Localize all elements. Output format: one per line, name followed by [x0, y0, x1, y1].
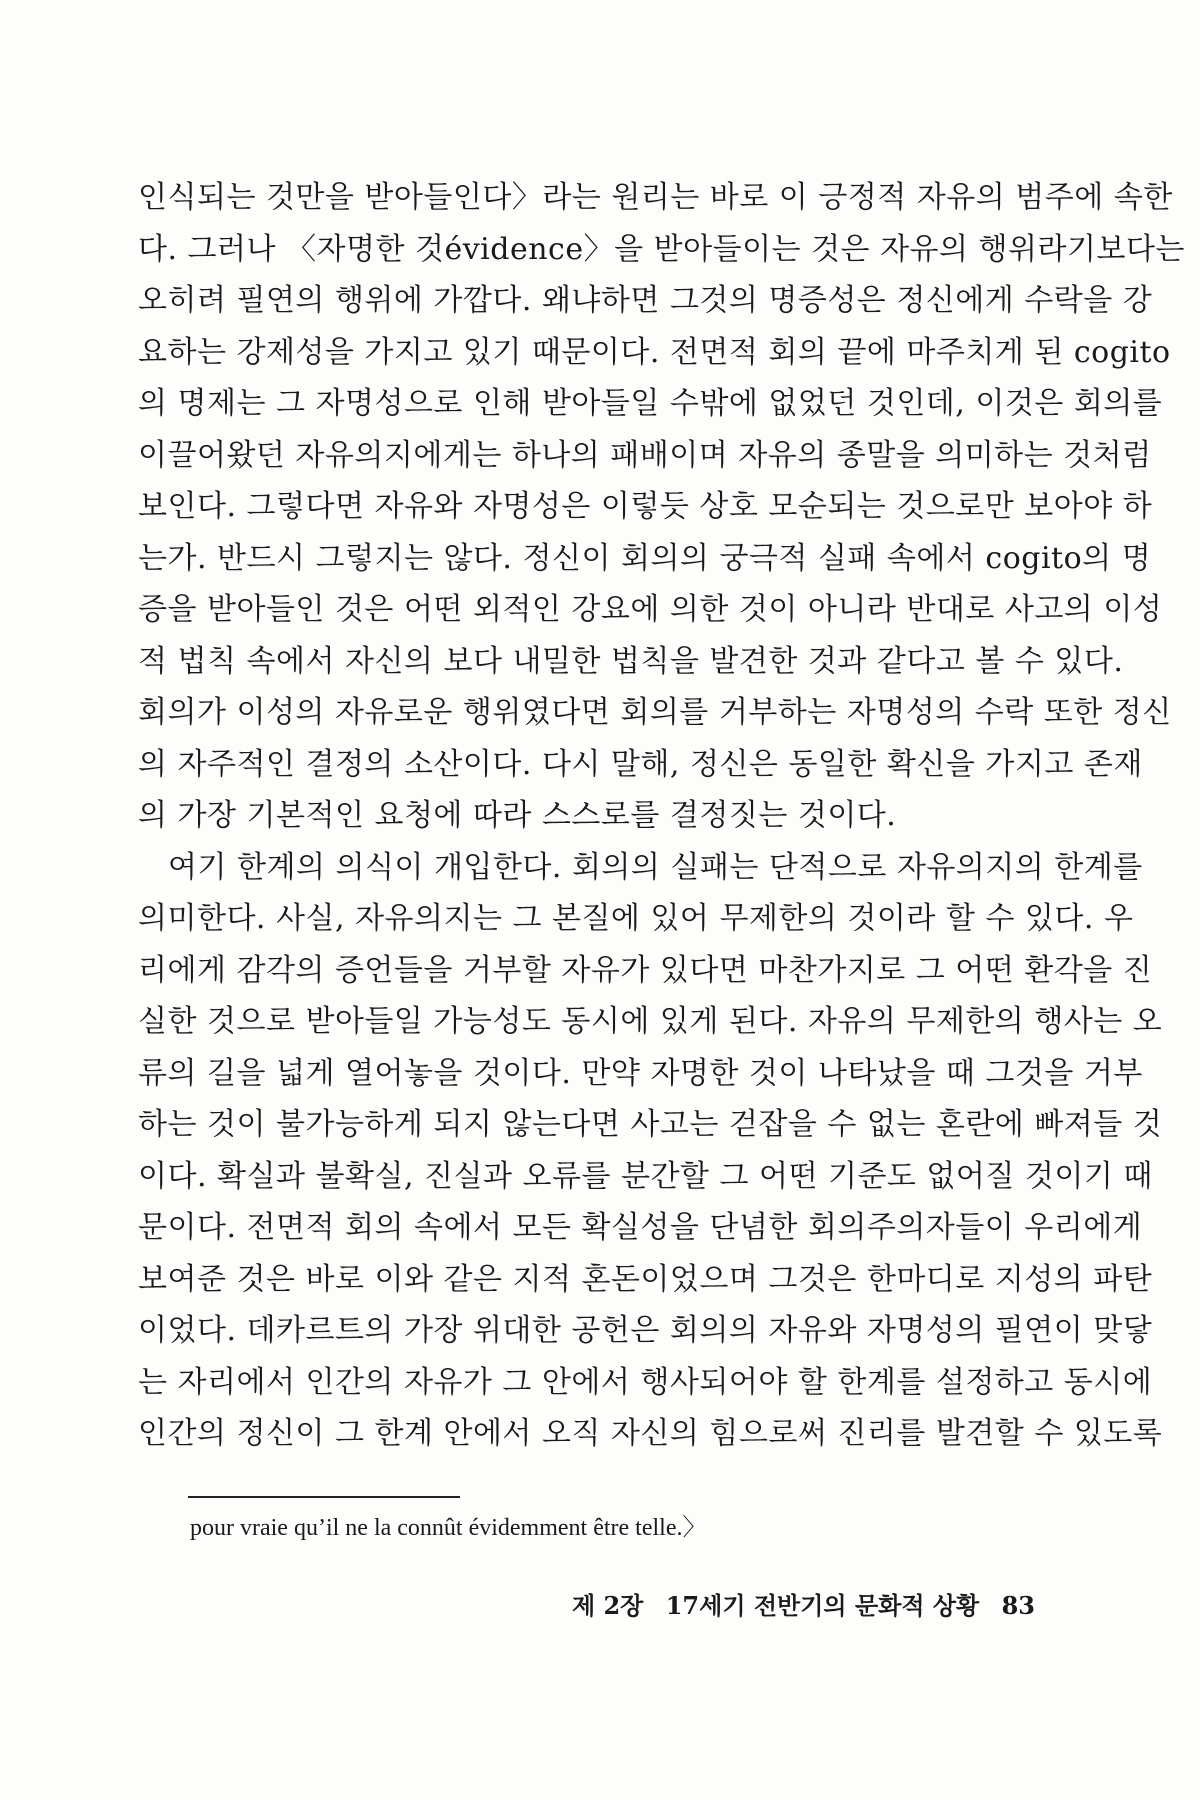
body-text — [138, 172, 1185, 1460]
text-line: 의 자주적인 결정의 소산이다. 다시 말해, 정신은 동일한 확신을 가지고 존재 — [138, 746, 1143, 782]
footnote-divider — [188, 1496, 460, 1498]
running-footer — [572, 1590, 1035, 1622]
text-line: 문이다. 전면적 회의 속에서 모든 확실성을 단념한 회의주의자들이 우리에게 — [138, 1210, 1143, 1245]
text-line: 는 자리에서 인간의 자유가 그 안에서 행사되어야 할 한계를 설정하고 동시에 — [138, 1364, 1153, 1400]
text-line: 실한 것으로 받아들일 가능성도 동시에 있게 된다. 자유의 무제한의 행사는 오 — [138, 1004, 1163, 1039]
footer-chapter: 제 2장 — [571, 1591, 644, 1620]
text-line: 보인다. 그렇다면 자유와 자명성은 이렇듯 상호 모순되는 것으로만 보아야 하 — [138, 489, 1153, 524]
text-line: 리에게 감각의 증언들을 거부할 자유가 있다면 마찬가지로 그 어떤 환각을 진 — [138, 952, 1153, 988]
paragraph-end-line: 의 가장 기본적인 요청에 따라 스스로를 결정짓는 것이다. — [138, 798, 897, 833]
text-line: 증을 받아들인 것은 어떤 외적인 강요에 의한 것이 아니라 반대로 사고의 이성 — [138, 592, 1163, 627]
footer-section-title: 17세기 전반기의 문화적 상황 — [665, 1591, 980, 1620]
text-line: 다. 그러나 〈자명한 것évidence〉을 받아들이는 것은 자유의 행위라기보다는 — [138, 231, 1185, 267]
text-line: 의미한다. 사실, 자유의지는 그 본질에 있어 무제한의 것이라 할 수 있다. 우 — [138, 901, 1134, 936]
text-line: 는가. 반드시 그렇지는 않다. 정신이 회의의 궁극적 실패 속에서 cogito의 명 — [138, 540, 1152, 576]
text-line: 인간의 정신이 그 한계 안에서 오직 자신의 힘으로써 진리를 발견할 수 있도록 — [138, 1416, 1163, 1451]
text-line: 이끌어왔던 자유의지에게는 하나의 패배이며 자유의 종말을 의미하는 것처럼 — [138, 437, 1152, 473]
text-line: 이다. 확실과 불확실, 진실과 오류를 분간할 그 어떤 기준도 없어질 것이기 때 — [138, 1158, 1153, 1194]
text-line: 이었다. 데카르트의 가장 위대한 공헌은 회의의 자유와 자명성의 필연이 맞닿 — [138, 1313, 1153, 1348]
text-line: 보여준 것은 바로 이와 같은 지적 혼돈이었으며 그것은 한마디로 지성의 파탄 — [138, 1261, 1153, 1297]
text-line: 적 법칙 속에서 자신의 보다 내밀한 법칙을 발견한 것과 같다고 볼 수 있다. — [138, 643, 1124, 679]
text-line: 회의가 이성의 자유로운 행위였다면 회의를 거부하는 자명성의 수락 또한 정신 — [138, 695, 1172, 730]
text-line: 하는 것이 불가능하게 되지 않는다면 사고는 걷잡을 수 없는 혼란에 빠져들 것 — [138, 1107, 1163, 1142]
paragraph-start-line: 여기 한계의 의식이 개입한다. 회의의 실패는 단적으로 자유의지의 한계를 — [168, 849, 1143, 885]
text-line: 요하는 강제성을 가지고 있기 때문이다. 전면적 회의 끝에 마주치게 된 cogito — [138, 334, 1171, 370]
footnote: pour vraie qu’il ne la connût évidemment être telle.〉 — [190, 1515, 707, 1541]
text-line: 오히려 필연의 행위에 가깝다. 왜냐하면 그것의 명증성은 정신에게 수락을 강 — [138, 283, 1153, 318]
text-line: 의 명제는 그 자명성으로 인해 받아들일 수밖에 없었던 것인데, 이것은 회의를 — [138, 386, 1163, 421]
text-line: 류의 길을 넓게 열어놓을 것이다. 만약 자명한 것이 나타났을 때 그것을 거부 — [138, 1055, 1143, 1091]
page-number: 83 — [1001, 1591, 1035, 1620]
text-line: 인식되는 것만을 받아들인다〉라는 원리는 바로 이 긍정적 자유의 범주에 속한 — [138, 180, 1173, 215]
